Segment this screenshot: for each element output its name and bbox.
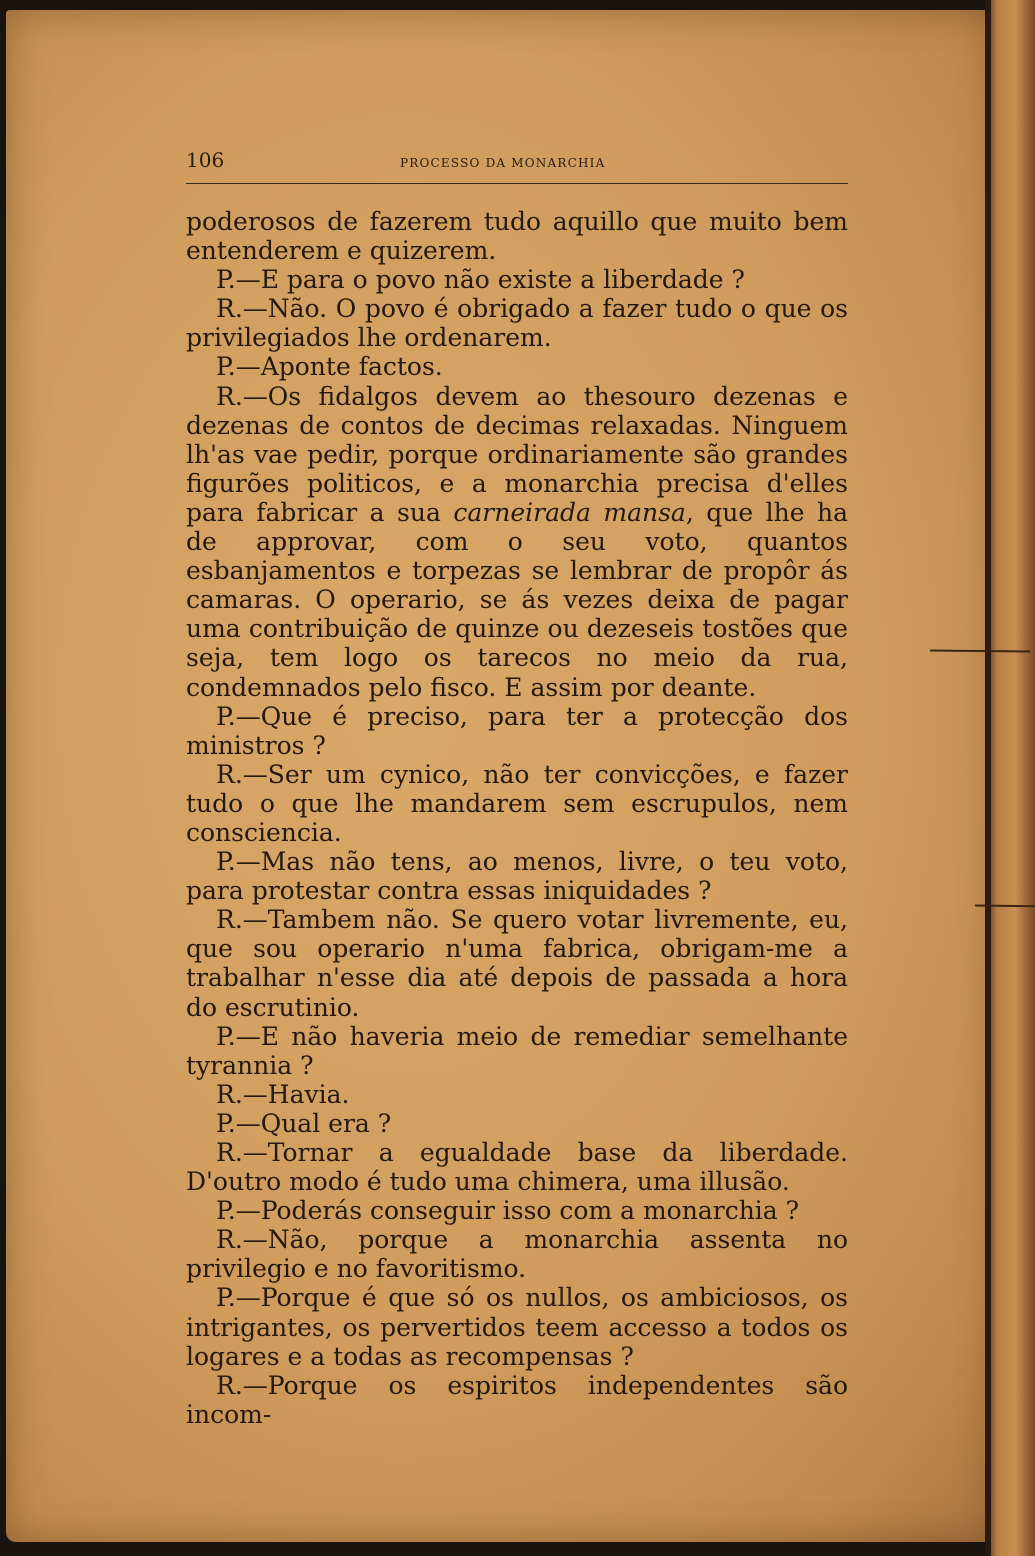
page-header — [186, 148, 846, 178]
paragraph: R.—Ser um cynico, não ter convicções, e fazer tudo o que lhe mandarem sem escrupulos, nem consciencia. — [186, 759, 848, 847]
paragraph: R.—Não, porque a monarchia assenta no privilegio e no favoritismo. — [186, 1225, 848, 1284]
paragraph-text: R.—Os fidalgos devem ao thesouro dezenas e dezenas de contos de decimas relaxadas. Ninguem lh'as vae pedir, porque ordinariamente são grandes figurões politicos, e a monarchia precisa d'elles para fabricar a sua — [186, 381, 848, 527]
paragraph: P.—Qual era ? — [216, 1108, 392, 1138]
paragraph: P.—Mas não tens, ao menos, livre, o teu voto, para protestar contra essas iniquidades ? — [186, 847, 848, 906]
paragraph: P.—Aponte factos. — [216, 352, 443, 382]
paragraph: R.—Havia. — [216, 1079, 350, 1109]
paragraph: R.—Porque os espiritos independentes são incom- — [186, 1370, 848, 1429]
paragraph: R.—Tornar a egualdade base da liberdade. D'outro modo é tudo uma chimera, uma illusão. — [186, 1138, 848, 1197]
italic-phrase: carneirada mansa — [453, 497, 686, 527]
paragraph: P.—E não haveria meio de remediar semelhante tyrannia ? — [186, 1021, 848, 1080]
header-rule — [186, 183, 848, 184]
paragraph: R.—Não. O povo é obrigado a fazer tudo o que os privilegiados lhe ordenarem. — [186, 294, 848, 353]
paragraph: P.—E para o povo não existe a liberdade ? — [216, 265, 745, 295]
running-head: PROCESSO DA MONARCHIA — [400, 156, 606, 170]
page-number: 106 — [186, 148, 225, 172]
paragraph: poderosos de fazerem tudo aquillo que muito bem entenderem e quizerem. — [186, 207, 848, 266]
paragraph: P.—Que é preciso, para ter a protecção dos ministros ? — [186, 701, 848, 760]
paragraph: R.—Tambem não. Se quero votar livremente, eu, que sou operario n'uma fabrica, obrigam-me a trabalhar n'esse dia até depois de passada a hora do escrutinio. — [186, 905, 848, 1022]
paragraph — [186, 382, 848, 702]
paragraph: P.—Poderás conseguir isso com a monarchia ? — [216, 1196, 800, 1226]
paragraph-text: , que lhe ha de approvar, com o seu voto, quantos esbanjamentos e torpezas se lembrar de propôr ás camaras. O operario, se ás vezes deixa de pagar uma contribuição de quinze ou dezeseis tostões que seja, tem logo os tarecos no meio da rua, condemnados pelo fisco. E assim por deante. — [186, 497, 848, 702]
page-edge — [985, 0, 1035, 1556]
body-text — [186, 207, 848, 1429]
paragraph: P.—Porque é que só os nullos, os ambiciosos, os intrigantes, os pervertidos teem accesso a todos os logares e a todas as recompensas ? — [186, 1283, 848, 1371]
